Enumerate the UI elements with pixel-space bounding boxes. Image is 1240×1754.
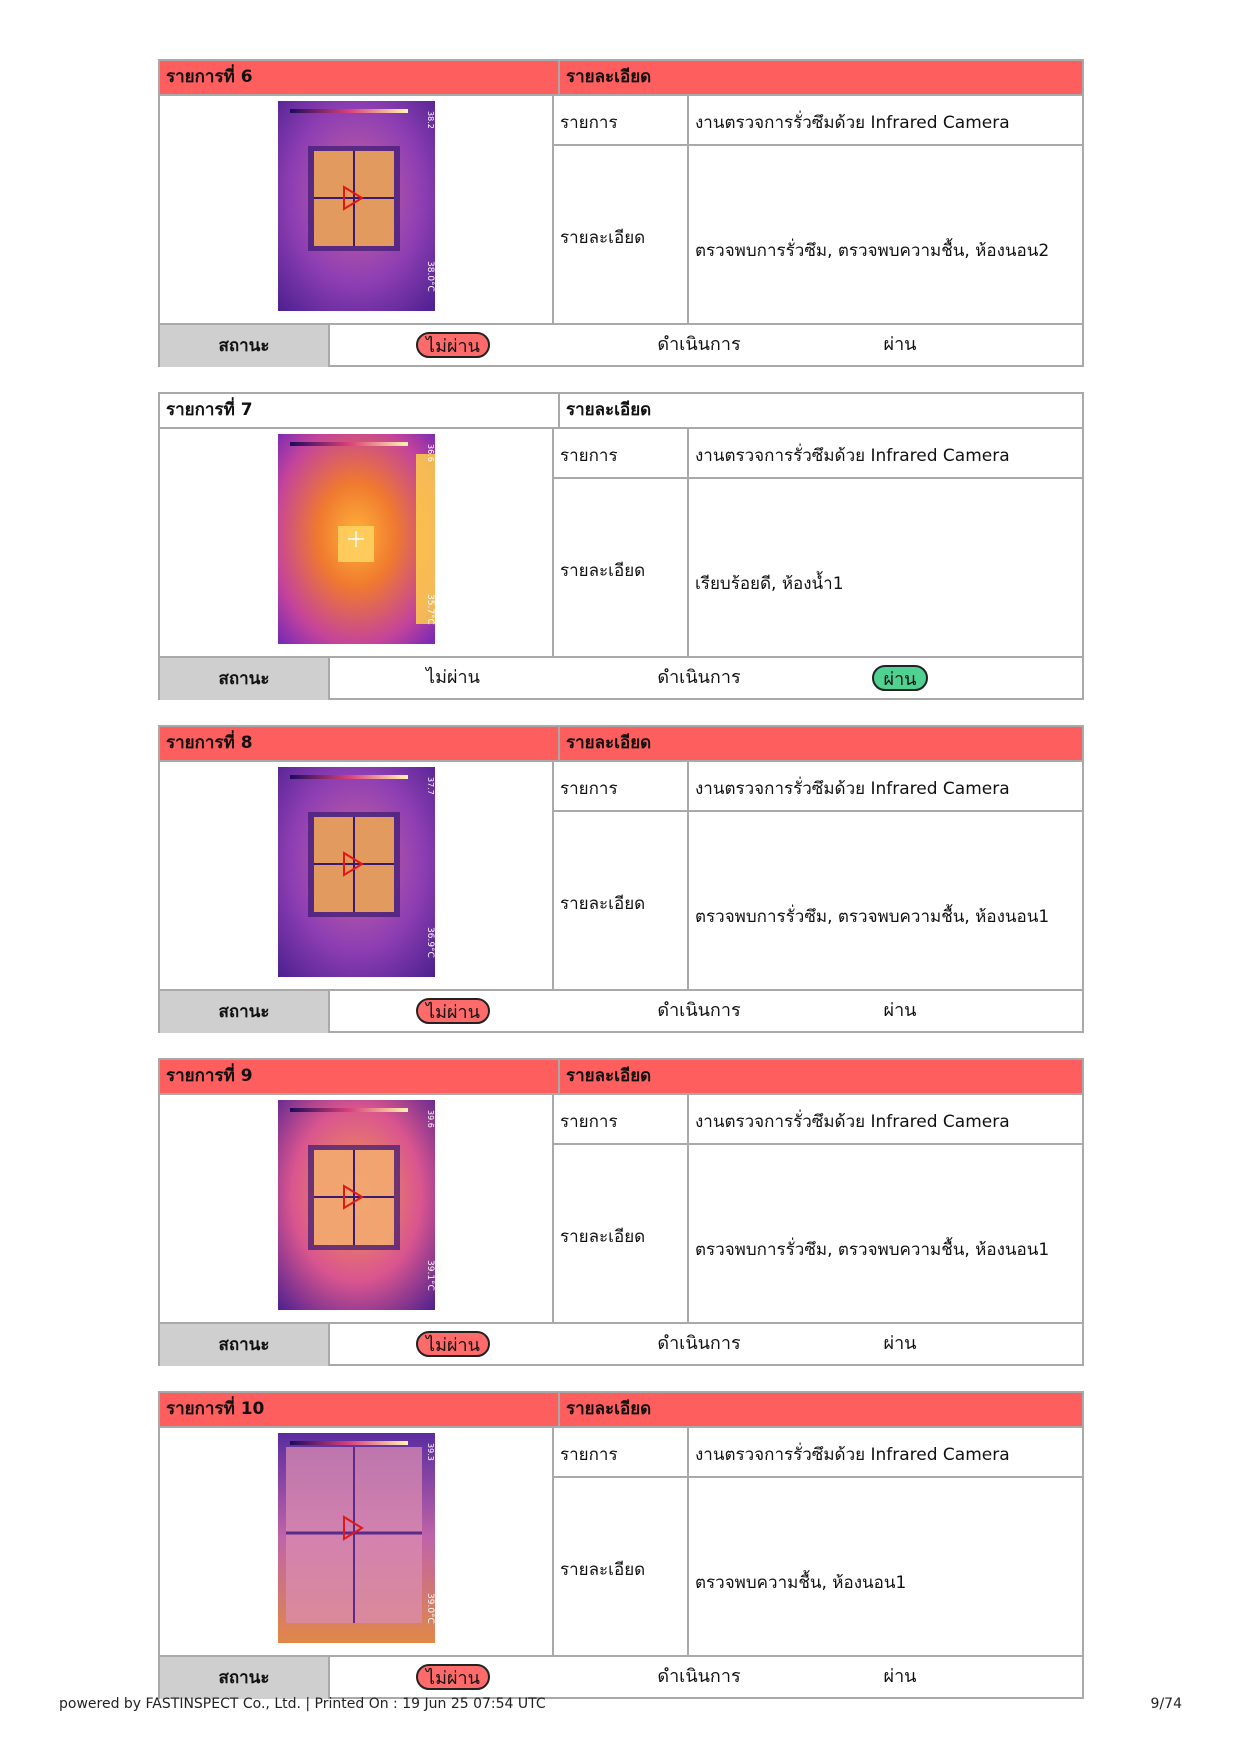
item-title: รายการที่ 7 (166, 400, 253, 420)
thermal-image-cell (160, 1095, 554, 1322)
status-label: สถานะ (160, 658, 330, 700)
item-value: งานตรวจการรั่วซึมด้วย Infrared Camera (695, 446, 1010, 466)
item-row (554, 429, 1082, 479)
status-option[interactable]: ดำเนินการ (657, 1666, 741, 1687)
thermal-image (278, 767, 435, 977)
inspection-card (158, 392, 1084, 700)
card-header (160, 1393, 1082, 1428)
item-row (554, 1095, 1082, 1145)
status-option[interactable]: ดำเนินการ (657, 667, 741, 688)
footer-printed-info: powered by FASTINSPECT Co., Ltd. | Printed On : 19 Jun 25 07:54 UTC (59, 1696, 546, 1712)
detail-value: ตรวจพบการรั่วซึม, ตรวจพบความชื้น, ห้องนอน1 (695, 907, 1050, 927)
detail-row (554, 146, 1082, 323)
inspection-card (158, 725, 1084, 1033)
detail-column-header: รายละเอียด (558, 1060, 1086, 1093)
thermal-center-reading: 38.0°C (425, 261, 435, 292)
detail-column-header: รายละเอียด (558, 394, 1086, 427)
detail-label: รายละเอียด (560, 1560, 646, 1580)
status-option[interactable]: ผ่าน (883, 334, 917, 355)
thermal-image (278, 1100, 435, 1310)
status-option[interactable]: ผ่าน (883, 1666, 917, 1687)
detail-label: รายละเอียด (560, 561, 646, 581)
status-label: สถานะ (160, 325, 330, 367)
status-row (160, 989, 1082, 1033)
thermal-scale-bar (290, 442, 408, 446)
status-option-selected[interactable]: ไม่ผ่าน (416, 332, 490, 358)
footer-page-number: 9/74 (1150, 1696, 1182, 1712)
thermal-max-reading: 37.7 (426, 777, 435, 795)
thermal-center-reading: 39.1°C (425, 1260, 435, 1291)
status-option-selected[interactable]: ไม่ผ่าน (416, 1664, 490, 1690)
inspection-list (158, 59, 1084, 1724)
item-title: รายการที่ 9 (166, 1066, 253, 1086)
status-option[interactable]: ผ่าน (883, 1000, 917, 1021)
status-option[interactable]: ดำเนินการ (657, 334, 741, 355)
thermal-image-cell (160, 96, 554, 323)
status-row (160, 1655, 1082, 1699)
status-label: สถานะ (160, 991, 330, 1033)
item-value: งานตรวจการรั่วซึมด้วย Infrared Camera (695, 1112, 1010, 1132)
thermal-scale-bar (290, 1108, 408, 1112)
detail-label: รายละเอียด (560, 228, 646, 248)
detail-row (554, 479, 1082, 656)
detail-label: รายละเอียด (560, 894, 646, 914)
item-row (554, 96, 1082, 146)
item-label: รายการ (560, 779, 618, 799)
status-option-selected[interactable]: ไม่ผ่าน (416, 1331, 490, 1357)
status-option[interactable]: ไม่ผ่าน (426, 667, 480, 688)
thermal-center-reading: 39.0°C (425, 1593, 435, 1624)
item-row (554, 1428, 1082, 1478)
detail-value: ตรวจพบความชื้น, ห้องนอน1 (695, 1573, 907, 1593)
thermal-image-cell (160, 762, 554, 989)
inspection-card (158, 59, 1084, 367)
inspection-card (158, 1058, 1084, 1366)
thermal-image (278, 1433, 435, 1643)
thermal-image (278, 434, 435, 644)
item-value: งานตรวจการรั่วซึมด้วย Infrared Camera (695, 779, 1010, 799)
detail-column-header: รายละเอียด (558, 61, 1086, 94)
item-title: รายการที่ 8 (166, 733, 253, 753)
thermal-scale-bar (290, 1441, 408, 1445)
status-row (160, 323, 1082, 367)
detail-row (554, 1145, 1082, 1322)
status-option[interactable]: ดำเนินการ (657, 1333, 741, 1354)
status-row (160, 656, 1082, 700)
detail-label: รายละเอียด (560, 1227, 646, 1247)
item-label: รายการ (560, 1445, 618, 1465)
detail-value: เรียบร้อยดี, ห้องน้ำ1 (695, 574, 844, 594)
item-value: งานตรวจการรั่วซึมด้วย Infrared Camera (695, 1445, 1010, 1465)
status-label: สถานะ (160, 1657, 330, 1699)
thermal-scale-bar (290, 109, 408, 113)
thermal-max-reading: 39.6 (426, 1110, 435, 1128)
item-label: รายการ (560, 113, 618, 133)
thermal-image-cell (160, 429, 554, 656)
card-header (160, 727, 1082, 762)
thermal-max-reading: 36.6 (426, 444, 435, 462)
thermal-center-reading: 35.7°C (425, 594, 435, 625)
status-option[interactable]: ดำเนินการ (657, 1000, 741, 1021)
thermal-max-reading: 38.2 (426, 111, 435, 129)
thermal-image-cell (160, 1428, 554, 1655)
detail-row (554, 1478, 1082, 1655)
inspection-card (158, 1391, 1084, 1699)
card-header (160, 1060, 1082, 1095)
thermal-scale-bar (290, 775, 408, 779)
status-option-selected[interactable]: ผ่าน (872, 665, 928, 691)
item-value: งานตรวจการรั่วซึมด้วย Infrared Camera (695, 113, 1010, 133)
thermal-image (278, 101, 435, 311)
status-row (160, 1322, 1082, 1366)
item-title: รายการที่ 6 (166, 67, 253, 87)
status-label: สถานะ (160, 1324, 330, 1366)
status-option[interactable]: ผ่าน (883, 1333, 917, 1354)
card-header (160, 394, 1082, 429)
item-row (554, 762, 1082, 812)
item-label: รายการ (560, 446, 618, 466)
detail-value: ตรวจพบการรั่วซึม, ตรวจพบความชื้น, ห้องนอน1 (695, 1240, 1050, 1260)
thermal-center-reading: 36.9°C (425, 927, 435, 958)
item-title: รายการที่ 10 (166, 1399, 265, 1419)
item-label: รายการ (560, 1112, 618, 1132)
detail-column-header: รายละเอียด (558, 1393, 1086, 1426)
detail-column-header: รายละเอียด (558, 727, 1086, 760)
thermal-max-reading: 39.3 (426, 1443, 435, 1461)
detail-value: ตรวจพบการรั่วซึม, ตรวจพบความชื้น, ห้องนอน2 (695, 241, 1050, 261)
status-option-selected[interactable]: ไม่ผ่าน (416, 998, 490, 1024)
detail-row (554, 812, 1082, 989)
card-header (160, 61, 1082, 96)
